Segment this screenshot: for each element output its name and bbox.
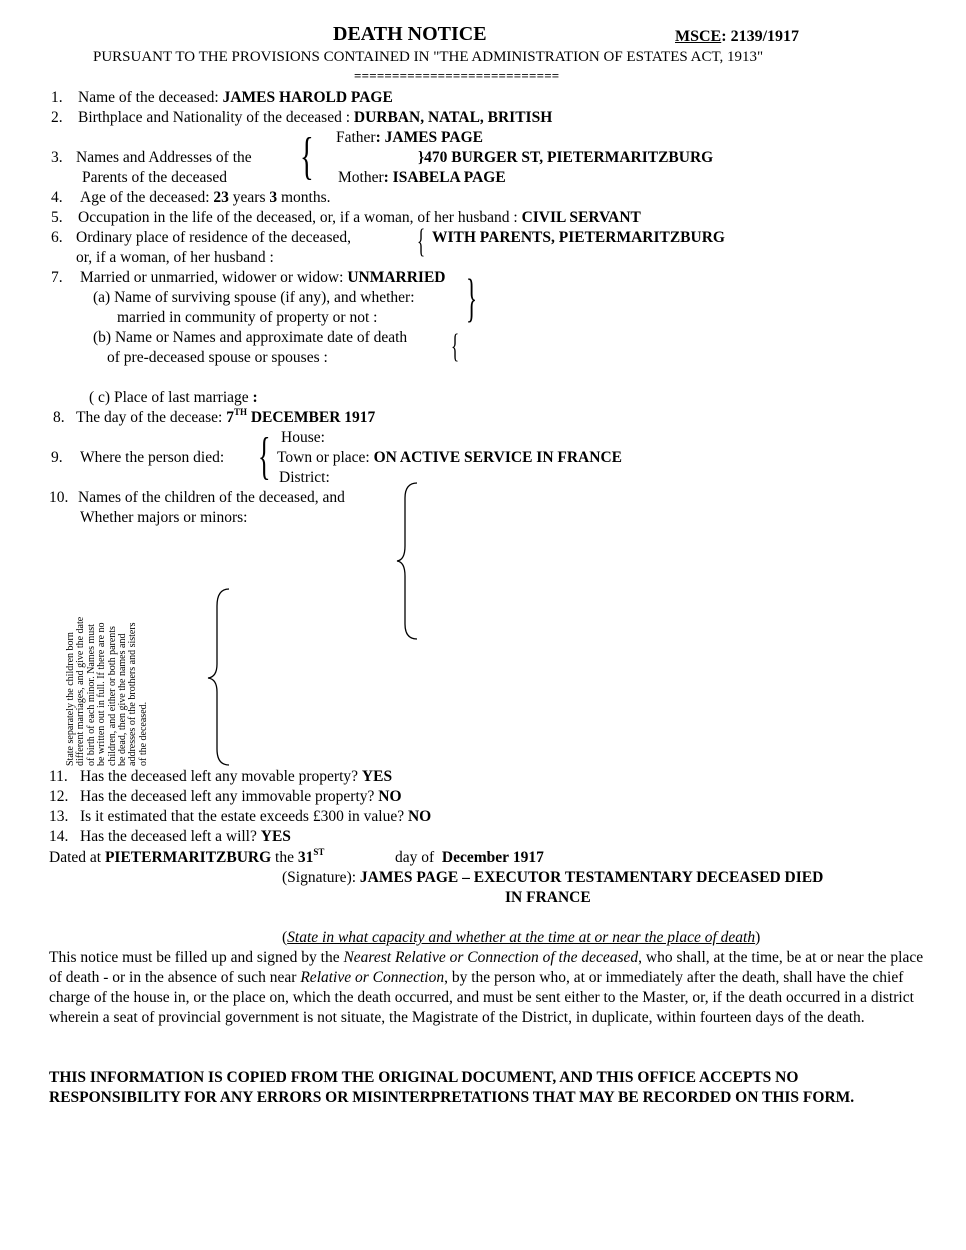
divider-rule: =========================== (354, 68, 560, 83)
side-note-line: children, and either or both parents (106, 626, 118, 766)
item-11-value: YES (361, 768, 393, 785)
capacity-note: (State in what capacity and whether at the time at or near the place of death) (282, 929, 761, 946)
item-12-value: NO (378, 788, 402, 805)
item-3-father-label: Father (336, 129, 376, 146)
item-1 (78, 88, 393, 108)
instructions-paragraph (49, 948, 929, 1028)
item-9-district: District: (279, 469, 330, 486)
item-1-label: Name of the deceased: (78, 89, 219, 106)
msce-number (675, 27, 799, 47)
item-11-number: 11. (49, 768, 68, 785)
item-10-label-b: Whether majors or minors: (80, 509, 248, 526)
item-3-father-value: : JAMES PAGE (375, 129, 483, 146)
item-3-address: }470 BURGER ST, PIETERMARITZBURG (418, 149, 714, 166)
side-note-line: of birth of each minor. Names must (85, 624, 97, 766)
item-6-value: WITH PARENTS, PIETERMARITZBURG (432, 229, 725, 246)
dated-place: PIETERMARITZBURG (104, 849, 272, 866)
page-title: DEATH NOTICE (333, 23, 487, 45)
item-14-number: 14. (49, 828, 69, 845)
item-1-number: 1. (51, 89, 63, 106)
brace-icon: { (258, 428, 271, 485)
item-7-value: UNMARRIED (347, 269, 446, 286)
dated-year: 1917 (512, 849, 544, 866)
item-5-number: 5. (51, 209, 63, 226)
disclaimer: THIS INFORMATION IS COPIED FROM THE ORIGINAL DOCUMENT, AND THIS OFFICE ACCEPTS NO RESPONSIBILITY FOR ANY ERRORS OR MISINTERPRETATIONS THAT MAY BE RECORDED ON THIS FORM. (49, 1069, 855, 1106)
item-10-number: 10. (49, 489, 69, 506)
item-6-number: 6. (51, 229, 63, 246)
item-2-value: DURBAN, NATAL, BRITISH (353, 109, 553, 126)
dated-month-line (395, 848, 544, 868)
item-7c (89, 388, 258, 408)
item-4-years-word: years (232, 189, 266, 206)
item-7c-colon: : (252, 389, 258, 406)
item-11-label: Has the deceased left any movable property? (80, 768, 359, 785)
item-2-label: Birthplace and Nationality of the deceased : (78, 109, 351, 126)
item-8-number: 8. (53, 409, 65, 426)
item-4-number: 4. (51, 189, 63, 206)
item-7-number: 7. (51, 269, 63, 286)
side-note-line: be dead, then give the names and (117, 633, 129, 766)
brace-icon: { (417, 223, 426, 260)
page-subtitle: PURSUANT TO THE PROVISIONS CONTAINED IN "THE ADMINISTRATION OF ESTATES ACT, 1913" (93, 49, 764, 65)
instructions-text: , who shall, at the time, be at or near the place of death - or in the absence of such near (49, 949, 924, 986)
side-note-line: State separately the children born (65, 632, 76, 766)
item-12-number: 12. (49, 788, 69, 805)
item-8-day: 7 (226, 409, 234, 426)
item-4-months-word: months. (281, 189, 331, 206)
dated-day: 31 (297, 849, 314, 866)
item-9-house: House: (281, 429, 325, 446)
item-14-value: YES (260, 828, 291, 845)
item-4 (80, 188, 331, 208)
item-1-value: JAMES HAROLD PAGE (222, 89, 393, 106)
instructions-text: , by the person who, at or immediately after the death, shall have the chief charge of the house in, or the place on, which the death occurred, and must be sent either to the Master, or, if the death occurred in a district wherein a seat of provincial government is not situate, the Magistrate of the District, in duplicate, within fourteen days of the death. (49, 969, 914, 1026)
item-3-number: 3. (51, 149, 63, 166)
item-13-label: Is it estimated that the estate exceeds £300 in value? (80, 808, 405, 825)
item-7c-label: ( c) Place of last marriage (89, 389, 249, 406)
item-6-label-a: Ordinary place of residence of the deceased, (76, 229, 351, 246)
item-13-value: NO (407, 808, 432, 825)
side-note-line: different marriages, and give the date (75, 616, 87, 766)
item-4-label: Age of the deceased: (80, 189, 210, 206)
item-11 (80, 767, 392, 787)
brace-icon: } (466, 268, 478, 328)
item-14 (80, 827, 291, 847)
dated-the: the (275, 849, 294, 866)
item-9-town (277, 448, 622, 468)
item-5 (78, 208, 641, 228)
dated-prefix: Dated at (49, 849, 102, 866)
item-8-label: The day of the decease: (76, 409, 223, 426)
item-6-label-b: or, if a woman, of her husband : (76, 249, 274, 266)
item-12-label: Has the deceased left any immovable property? (80, 788, 375, 805)
msce-value: : 2139/1917 (721, 28, 800, 45)
item-9-label: Where the person died: (80, 449, 225, 466)
item-5-value: CIVIL SERVANT (521, 209, 641, 226)
item-7b-label-a: (b) Name or Names and approximate date of death (93, 329, 408, 346)
instructions-text: This notice must be filled up and signed by the (49, 949, 344, 966)
item-7a-label-a: (a) Name of surviving spouse (if any), and whether: (93, 289, 415, 306)
item-12 (80, 787, 402, 807)
item-14-label: Has the deceased left a will? (80, 828, 257, 845)
dated-day-of: day of (395, 849, 435, 866)
children-brace-icon (395, 480, 425, 642)
item-9-number: 9. (51, 449, 63, 466)
item-7-label: Married or unmarried, widower or widow: (80, 269, 344, 286)
item-3-label-a: Names and Addresses of the (76, 149, 252, 166)
dated-day-suffix: ST (313, 847, 325, 857)
instructions-emphasis: Nearest Relative or Connection of the deceased (343, 949, 639, 966)
item-13-number: 13. (49, 808, 69, 825)
item-13 (80, 807, 431, 827)
item-7b-label-b: of pre-deceased spouse or spouses : (107, 349, 328, 366)
item-3-mother (338, 168, 506, 188)
item-8-day-suffix: TH (233, 407, 247, 417)
side-note (66, 617, 149, 766)
item-2 (78, 108, 552, 128)
side-note-line: be written out in full. If there are no (96, 622, 108, 766)
item-3-father (336, 128, 483, 148)
brace-icon: { (300, 128, 314, 185)
msce-label: MSCE (675, 28, 722, 45)
instructions-emphasis: Relative or Connection (300, 969, 445, 986)
item-3-label-b: Parents of the deceased (82, 169, 228, 186)
item-9-town-value: ON ACTIVE SERVICE IN FRANCE (373, 449, 622, 466)
item-4-years: 23 (213, 189, 229, 206)
item-10-label-a: Names of the children of the deceased, and (78, 489, 345, 506)
brace-icon: { (451, 328, 460, 365)
signature-label: (Signature): (282, 869, 357, 886)
note-brace-icon (205, 586, 235, 768)
item-2-number: 2. (51, 109, 63, 126)
item-7a-label-b: married in community of property or not : (117, 309, 378, 326)
item-8 (76, 408, 375, 428)
dated-month: December (441, 849, 510, 866)
item-8-value: DECEMBER 1917 (250, 409, 376, 426)
signature-line (282, 868, 823, 888)
item-3-mother-label: Mother (338, 169, 384, 186)
item-5-label: Occupation in the life of the deceased, or, if a woman, of her husband : (78, 209, 518, 226)
capacity-note-text: State in what capacity and whether at the time at or near the place of death (287, 929, 756, 946)
signature-value-cont: IN FRANCE (505, 889, 591, 906)
side-note-line: of the deceased. (137, 701, 149, 766)
item-7 (80, 268, 445, 288)
item-3-mother-value: : ISABELA PAGE (383, 169, 506, 186)
item-4-months: 3 (269, 189, 278, 206)
signature-value: JAMES PAGE – EXECUTOR TESTAMENTARY DECEASED DIED (359, 869, 824, 886)
side-note-line: addresses of the brothers and sisters (127, 622, 139, 766)
dated-line (49, 848, 324, 868)
item-9-town-label: Town or place: (277, 449, 370, 466)
